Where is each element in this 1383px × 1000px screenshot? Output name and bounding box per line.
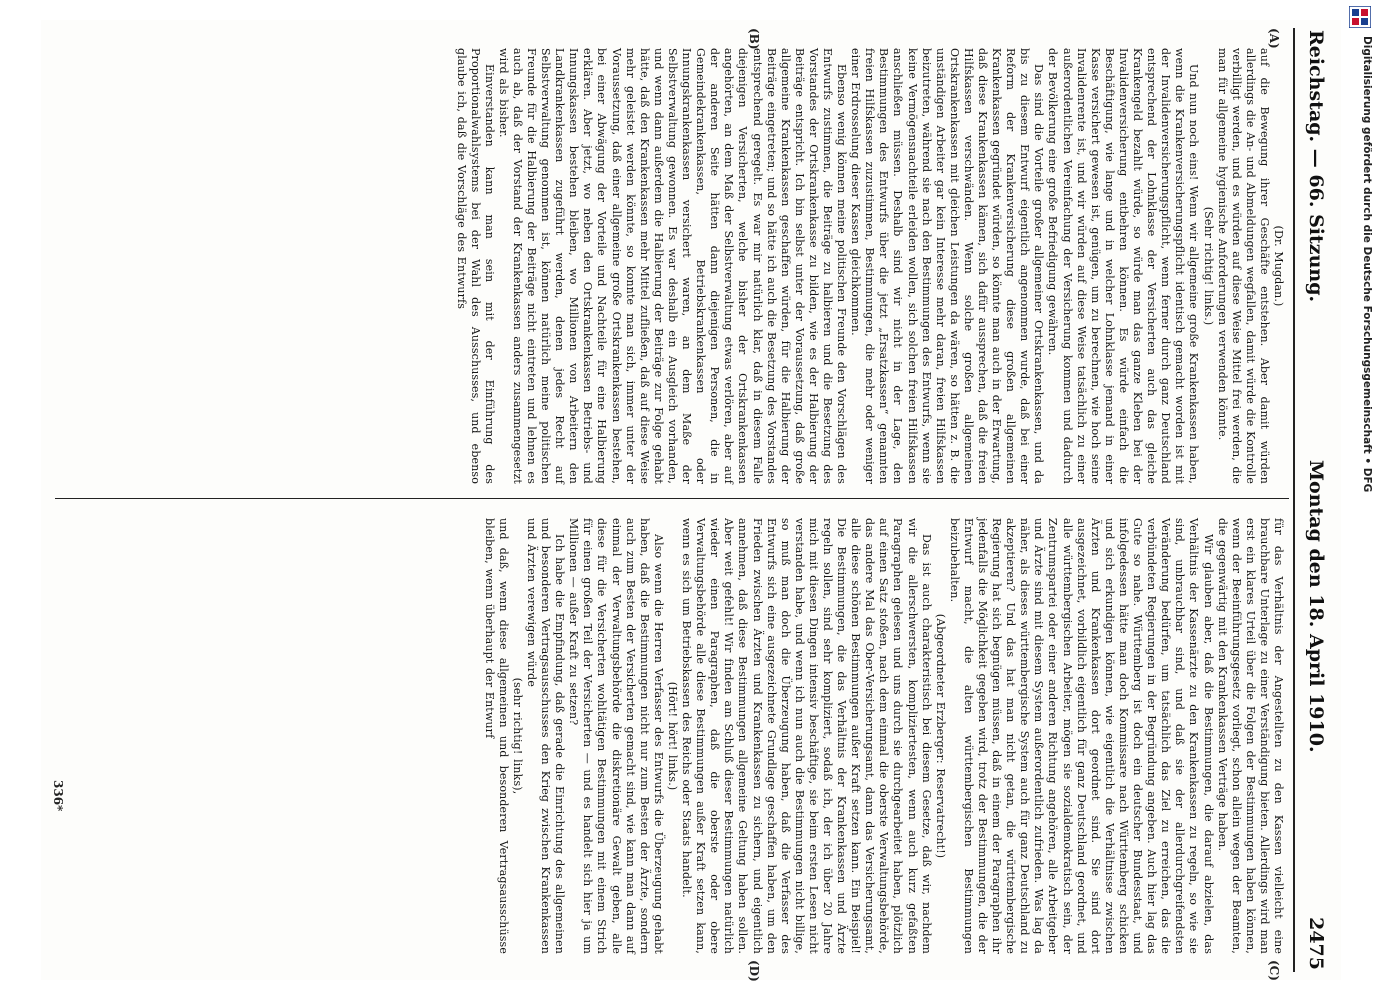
margin-letter-a: (A) [1267,28,1281,49]
left-column [453,48,1285,484]
right-column [482,518,1285,954]
header-left: Reichstag. — 66. Sitzung. [1305,30,1327,303]
interjection: (Sehr richtig! links.) [1201,206,1215,326]
paragraph: Ich habe die Empfindung, daß gerade die Einrichtung des allgemeinen und besonderen Vertragsausschusses den Krieg zwischen Krankenkassen und Ärzten verewigen würde [525,518,567,954]
interjection: (sehr richtig! links), [510,677,524,795]
paragraph: Also wenn die Herren Verfasser des Entwurfs die Überzeugung gehabt haben, daß die Bestimmungen nicht nur zum Besten der Ärzte, sondern auch zum Besten der Versicherten gemacht sind, wie kann man dann auf einmal der Verwaltungsbehörde die diskretionäre Gewalt geben, alle diese für die Versicherten wohltätigen Bestimmungen mit einem Strich für einen großen Teil der Versicherten — und es handelt sich hier ja um Millionen — außer Kraft zu setzen? [567,518,665,954]
interjection: (Hört! hört! links.) [665,681,679,791]
margin-letter-d: (D) [747,960,761,982]
margin-letter-c: (C) [1267,960,1281,981]
paragraph: Einverstanden kann man sein mit der Einführung des Proportionalwahlsystems bei der Wahl des Ausschusses, und ebenso glaube ich, daß die Vorschläge des Entwurfs [454,48,496,484]
paragraph: Das sind die Vorteile großer allgemeiner Ortskrankenkassen, und da bis zu diesem Entwurf eigentlich angenommen wurde, daß bei einer Reform der Krankenversicherung diese großen allgemeinen Krankenkassen gegründet würden, so könnte man auch in der Erwartung, daß diese Krankenkassen kämen, sich dafür aussprechen, daß die freien Hilfskassen verschwänden. Wenn solche großen allgemeinen Ortskrankenkassen mit gleichen Leistungen da wären, so hätten z. B. die unständigen Arbeiter gar kein Interesse mehr daran, freien Hilfskassen beizutreten, während sie nach den Bestimmungen des Entwurfs, wenn sie keine Vermögensnachteile erleiden wollen, sich solchen freien Hilfskassen anschließen müssen. Deshalb sind wir nicht in der Lage, den Bestimmungen des Entwurfs über die jetzt „Ersatzkassen“ genannten freien Hilfskassen zuzustimmen, Bestimmungen, die mehr oder weniger einer Erdrosselung dieser Kassen gleichkommen. [849,48,1046,484]
paragraph: Und nun noch eins! Wenn wir allgemeine große Krankenkassen haben, wenn die Krankenversicherungspflicht identisch gemacht worden ist mit der Invalidenversicherungspflicht, wenn ferner durch ganz Deutschland entsprechend der Lohnklasse der Versicherten auch das gleiche Krankengeld bezahlt würde, so würde man das ganze Kleben bei der Invalidenversicherung entbehren können. Es würde einfach die Beschäftigung, wie lange und in welcher Lohnklasse jemand in einer Kasse versichert gewesen ist, genügen, um zu berechnen, wie hoch seine Invalidenrente ist, und wir würden auf diese Weise tatsächlich zu einer außerordentlichen Vereinfachung der Versicherung kommen und dadurch der Bevölkerung eine große Befriedigung gewähren. [1046,48,1201,484]
dfg-logo-icon [1349,6,1371,28]
paragraph: Das ist auch charakteristisch bei diesem Gesetze, daß wir, nachdem wir die allerschwersten, kompliziertesten, wenn auch kurz gefaßten Paragraphen gelesen und uns durch sie durchgearbeitet haben, plötzlich auf einen Satz stoßen, nach dem einmal die oberste Verwaltungsbehörde, das andere Mal das Ober-Versicherungsamt, dann das Versicherungsamt, alle diese schönen Bestimmungen außer Kraft setzen kann. Ein Beispiel! Die Bestimmungen, die das Verhältnis der Krankenkassen und Ärzte regeln sollen, sind sehr kompliziert, sodaß ich, der ich über 20 Jahre mich mit diesen Dingen intensiv beschäftige, sie beim ersten Lesen nicht verstanden habe, und wenn ich nun auch die Bestimmungen nicht billige, so muß man doch die Überzeugung haben, daß die Verfasser des Entwurfs sich eine ausgezeichnete Grundlage geschaffen haben, um den Frieden zwischen Ärzten und Krankenkassen zu sichern, und eigentlich annehmen, daß diese Bestimmungen allgemeine Geltung haben sollen. Aber weit gefehlt! Wir finden am Schluß dieser Bestimmungen natürlich wieder einen Paragraphen, daß die oberste oder obere Verwaltungsbehörde alle diese Bestimmungen außer Kraft setzen kann, wenn es sich um Betriebskassen des Reichs oder Staats handelt. [680,518,933,954]
paragraph: für das Verhältnis der Angestellten zu den Kassen vielleicht eine brauchbare Unterlage zu einer Verständigung bieten. Allerdings wird man erst ein klares Urteil über die Folgen der Bestimmungen haben können, wenn der Beeinführungsgesetz vorliegt, schon allein wegen der Beamten, die gegenwärtig mit den Krankenkassen Verträge haben. [1215,518,1285,954]
header-date: Montag den 18. April 1910. [1305,460,1327,753]
paragraph: Wir glauben aber, daß die Bestimmungen, die darauf abzielen, das Verhältnis der Kassenärzte zu den Krankenkassen zu regeln, so wie sie sind, unbrauchbar sind, und daß sie der allerdurchgreifendsten Veränderung bedürfen, um tatsächlich das Ziel zu erreichen, das die verbündeten Regierungen in der Begründung angeben. Auch hier lag das Gute so nahe. Württemberg ist doch ein deutscher Bundesstaat, und infolgedessen hätte man doch Kommissare nach Württemberg schicken und sich erkundigen können, wie eigentlich die Verhältnisse zwischen Ärzten und Krankenkassen dort geordnet sind. Sie sind dort ausgezeichnet, vorbildlich eigentlich für ganz Deutschland geordnet, und alle württembergischen Arbeiter, mögen sie sozialdemokratisch sein, der Zentrumspartei oder einer anderen Richtung angehören, alle Arbeitgeber und Ärzte sind mit diesem System außerordentlich zufrieden. Was lag da näher, als dieses württembergische System auch für ganz Deutschland zu akzeptieren? Und das hat man nicht getan, die württembergische Regierung hat sich begnügen müssen, daß in einem der Paragraphen ihr jedenfalls die Möglichkeit gegeben wird, trotz der Bestimmungen, die der Entwurf macht, die alten württembergischen Bestimmungen beizubehalten. [947,518,1215,954]
page-number: 2475 [1305,917,1327,970]
column-divider [55,498,1289,499]
running-header [1297,30,1327,970]
dfg-credit-text: Digitalisierung gefördert durch die Deutsche Forschungsgemeinschaft • DFG [1361,36,1373,493]
speaker-label: (Dr. Mugdan.) [1272,225,1285,307]
printer-signature: 336* [51,780,65,812]
rotated-document-page [41,20,1341,980]
margin-letter-b: (B) [747,28,761,50]
paragraph: Ebenso wenig können meine politischen Freunde den Vorschlägen des Entwurfs zustimmen, die Beiträge zu halbieren und die Besetzung des Vorstandes der Ortskrankenkasse zu bilden, wie es der Halbierung der Beiträge entspricht. Ich bin selbst unter der Voraussetzung, daß große allgemeine Krankenkassen geschaffen würden, für die Halbierung der Beiträge eingetreten; und so hätte ich auch die Besetzung des Vorstandes entsprechend geregelt. Es war mir natürlich klar, daß in diesem Falle diejenigen Versicherten, welche bisher der Ortskrankenkassen angehörten, an dem Maß der Selbstverwaltung etwas verlören, aber auf der anderen Seite hätten dann diejenigen Personen, die in Gemeindekrankenkassen, Betriebskrankenkassen oder Innungskrankenkassen versichert waren, an dem Maße der Selbstverwaltung gewonnen. Es war deshalb ein Ausgleich vorhanden, und wenn dann außerdem die Halbierung der Beiträge zur Folge gehabt hätte, daß den Krankenkassen mehr Mittel zufließen, daß auf diese Weise mehr geleistet werden könnte, so konnte man sich, immer unter der Voraussetzung, daß einer allgemeine große Ortskrankenkassen bestehen, bei einer Abwägung der Vorteile und Nachteile für eine Halbierung erklären. Aber jetzt, wo neben den Ortskrankenkassen Betriebs- und Innungskassen bestehen bleiben, wo Millionen von Arbeitern den Landkrankenkassen zugeführt werden, denen jedes Recht auf Selbstverwaltung genommen ist, können natürlich meine politischen Freunde für die Halbierung der Beiträge nicht eintreten und lehnen es auch ab, daß der Vorstand der Krankenkassen anders zusammengesetzt wird als bisher. [496,48,849,484]
paragraph: und daß, wenn diese allgemeinen und besonderen Vertragsausschüsse bleiben, wenn überhaupt der Entwurf [482,518,510,954]
dfg-credit-strip [1345,6,1377,826]
header-rule [1293,28,1295,972]
interjection: (Abgeordneter Erzberger: Reservatrecht!) [933,613,947,859]
paragraph: auf die Bewegung ihrer Geschäfte entstehen. Aber damit würden allerdings die An- und Abmeldungen wegfallen, damit würde die Kontrolle verbilligt werden, und es würden auf diese Weise Mittel frei werden, die man für allgemeine hygienische Anforderungen verwenden könnte. [1215,48,1271,484]
